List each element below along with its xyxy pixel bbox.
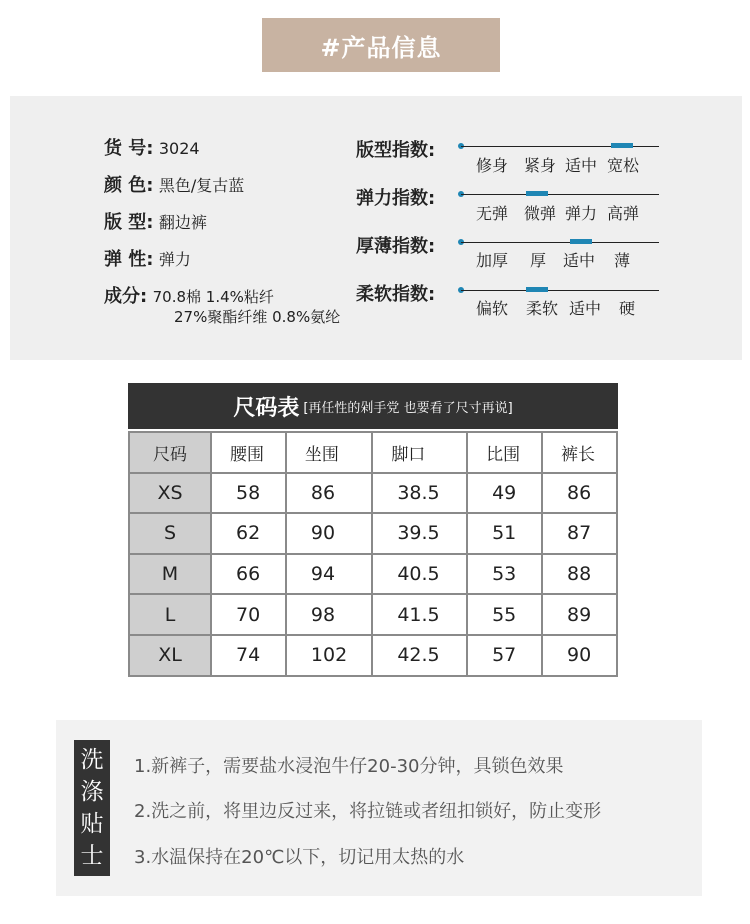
index-line — [461, 242, 659, 243]
index-line — [461, 194, 659, 195]
index-option: 厚 — [530, 251, 547, 270]
table-row — [129, 554, 617, 595]
table-header-cell: 比围 — [467, 432, 542, 473]
table-cell: 66 — [211, 554, 286, 595]
table-cell: 86 — [286, 473, 372, 514]
table-cell: XL — [129, 635, 211, 676]
table-cell: 98 — [286, 594, 372, 635]
table-cell: 87 — [542, 513, 617, 554]
table-row — [129, 473, 617, 514]
spec-key: 版 型: — [104, 212, 154, 233]
table-row — [129, 594, 617, 635]
care-tip-line: 3.水温保持在20℃以下，切记用太热的水 — [134, 847, 465, 868]
spec-key: 成分: — [104, 286, 148, 307]
table-cell: 62 — [211, 513, 286, 554]
index-option: 弹力 — [565, 204, 598, 223]
index-option: 适中 — [565, 156, 598, 175]
table-cell: 41.5 — [372, 594, 467, 635]
spec-value: 翻边裤 — [158, 213, 207, 232]
index-marker — [611, 143, 633, 148]
index-option: 柔软 — [526, 299, 559, 318]
section-title-badge: #产品信息 — [262, 18, 500, 72]
care-badge-char: 洗 — [80, 747, 104, 773]
table-cell: 38.5 — [372, 473, 467, 514]
table-header-row — [129, 432, 617, 473]
care-badge-char: 贴 — [80, 811, 104, 837]
table-header-cell: 脚口 — [372, 432, 467, 473]
index-marker — [570, 239, 592, 244]
table-cell: 86 — [542, 473, 617, 514]
table-cell: 39.5 — [372, 513, 467, 554]
index-option: 宽松 — [607, 156, 640, 175]
index-label: 柔软指数: — [356, 284, 436, 305]
table-cell: 58 — [211, 473, 286, 514]
spec-key: 弹 性: — [104, 249, 154, 270]
index-label: 版型指数: — [356, 140, 436, 161]
table-cell: 102 — [286, 635, 372, 676]
index-option: 适中 — [563, 251, 596, 270]
table-cell: XS — [129, 473, 211, 514]
spec-key: 货 号: — [104, 138, 154, 159]
table-cell: 55 — [467, 594, 542, 635]
index-marker — [526, 191, 548, 196]
spec-value: 70.8棉 1.4%粘纤 — [152, 288, 274, 306]
index-option: 薄 — [614, 251, 631, 270]
table-header-cell: 裤长 — [542, 432, 617, 473]
index-option: 微弹 — [524, 204, 557, 223]
table-cell: L — [129, 594, 211, 635]
care-badge-char: 士 — [80, 843, 104, 869]
table-header-cell: 尺码 — [129, 432, 211, 473]
index-option: 硬 — [619, 299, 636, 318]
table-cell: M — [129, 554, 211, 595]
care-tip-line: 1.新裤子，需要盐水浸泡牛仔20-30分钟，具锁色效果 — [134, 756, 564, 777]
table-row — [129, 635, 617, 676]
table-cell: 70 — [211, 594, 286, 635]
spec-color — [104, 171, 244, 197]
spec-composition — [104, 282, 274, 308]
index-marker — [526, 287, 548, 292]
composition-line-2: 27%聚酯纤维 0.8%氨纶 — [174, 308, 341, 326]
table-row — [129, 513, 617, 554]
spec-value: 3024 — [158, 139, 200, 158]
table-cell: 94 — [286, 554, 372, 595]
index-option: 修身 — [476, 156, 509, 175]
table-cell: 74 — [211, 635, 286, 676]
spec-value: 黑色/复古蓝 — [158, 176, 245, 195]
care-badge-char: 涤 — [80, 779, 104, 805]
table-cell: 51 — [467, 513, 542, 554]
index-option: 偏软 — [476, 299, 509, 318]
size-chart-title: 尺码表 — [233, 395, 300, 421]
spec-key: 颜 色: — [104, 175, 154, 196]
spec-item-number — [104, 134, 200, 160]
table-cell: 89 — [542, 594, 617, 635]
table-cell: 57 — [467, 635, 542, 676]
index-option: 适中 — [569, 299, 602, 318]
table-header-cell: 腰围 — [211, 432, 286, 473]
table-cell: 53 — [467, 554, 542, 595]
spec-elasticity — [104, 245, 191, 271]
index-label: 弹力指数: — [356, 188, 436, 209]
spec-fit — [104, 208, 207, 234]
size-chart-subtitle: [再任性的剁手党 也要看了尺寸再说] — [303, 400, 513, 416]
index-option: 高弹 — [607, 204, 640, 223]
table-cell: 90 — [286, 513, 372, 554]
table-cell: 49 — [467, 473, 542, 514]
table-cell: 90 — [542, 635, 617, 676]
index-line — [461, 290, 659, 291]
care-tip-line: 2.洗之前，将里边反过来，将拉链或者纽扣锁好，防止变形 — [134, 801, 602, 822]
table-cell: 42.5 — [372, 635, 467, 676]
table-header-cell: 坐围 — [286, 432, 372, 473]
size-chart-title-bar — [128, 383, 618, 429]
index-option: 无弹 — [476, 204, 509, 223]
table-cell: S — [129, 513, 211, 554]
index-option: 紧身 — [524, 156, 557, 175]
spec-value: 弹力 — [158, 250, 191, 269]
index-option: 加厚 — [476, 251, 509, 270]
table-cell: 88 — [542, 554, 617, 595]
table-cell: 40.5 — [372, 554, 467, 595]
care-tips-badge — [74, 740, 110, 876]
index-label: 厚薄指数: — [356, 236, 436, 257]
size-table — [128, 431, 618, 677]
